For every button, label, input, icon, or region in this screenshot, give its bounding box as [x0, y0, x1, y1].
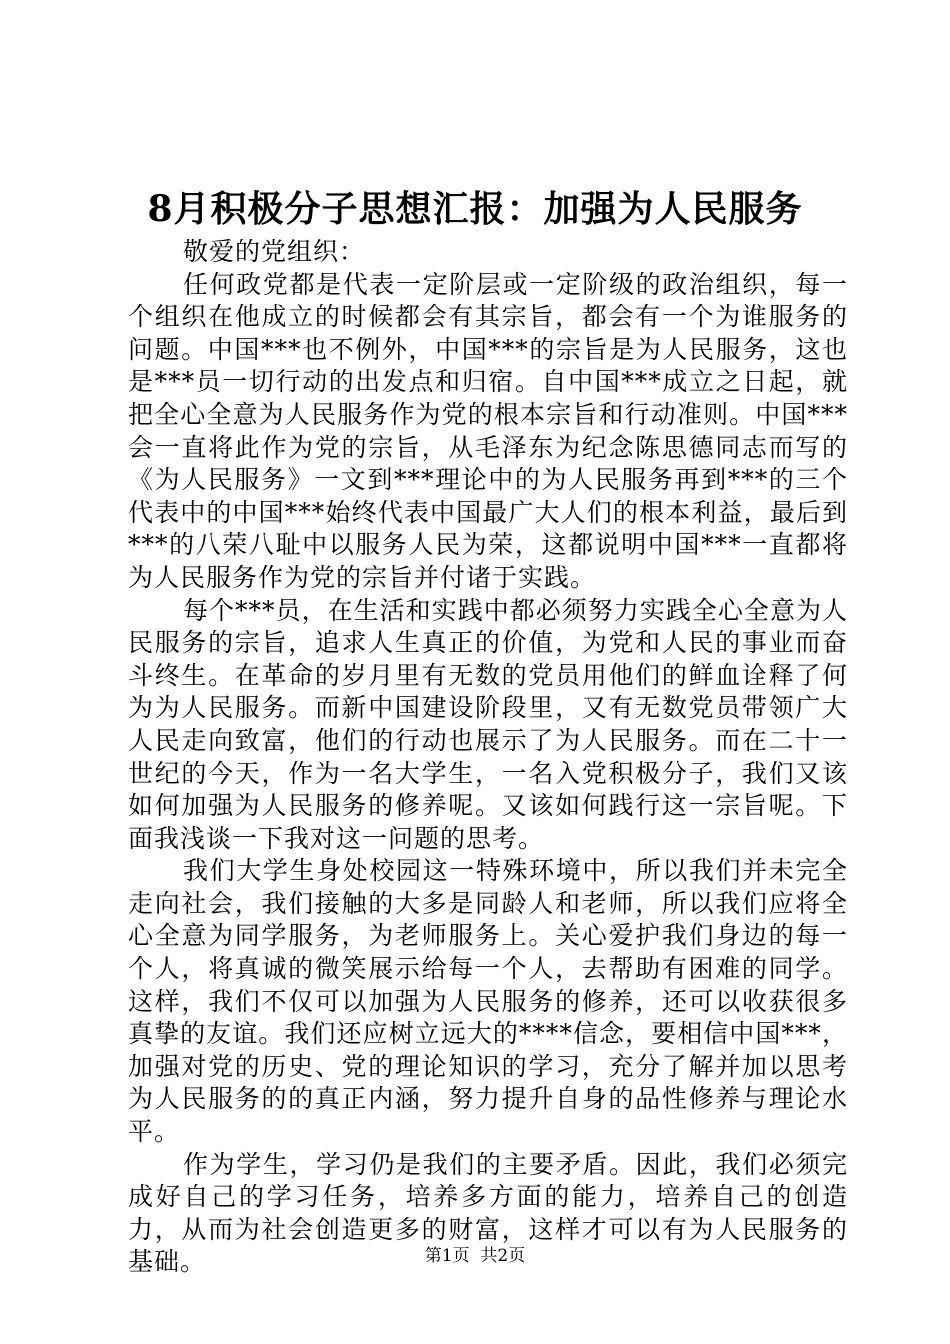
document-title: 8月积极分子思想汇报：加强为人民服务: [147, 188, 803, 230]
page-total: 共2页: [480, 1246, 526, 1266]
salutation: 敬爱的党组织：: [183, 237, 366, 266]
document-body: [128, 236, 848, 1279]
page-footer: [0, 1244, 950, 1268]
paragraph-4: 作为学生，学习仍是我们的主要矛盾。因此，我们必须完成好自己的学习任务，培养多方面的能力，培养自己的创造力，从而为社会创造更多的财富，这样才可以有为人民服务的基础。: [128, 1149, 848, 1277]
paragraph-2: 每个***员，在生活和实践中都必须努力实践全心全意为人民服务的宗旨，追求人生真正的价值，为党和人民的事业而奋斗终生。在革命的岁月里有无数的党员用他们的鲜血诠释了何为为人民服务。而新中国建设阶段里，又有无数党员带领广大人民走向致富，他们的行动也展示了为人民服务。而在二十一世纪的今天，作为一名大学生，一名入党积极分子，我们又该如何加强为人民服务的修养呢。又该如何践行这一宗旨呢。下面我浅谈一下我对这一问题的思考。: [128, 595, 848, 853]
page-number: 第1页: [424, 1246, 470, 1266]
paragraph-3: 我们大学生身处校园这一特殊环境中，所以我们并未完全走向社会，我们接触的大多是同龄人和老师，所以我们应将全心全意为同学服务，为老师服务上。关心爱护我们身边的每一个人，将真诚的微笑展示给每一个人，去帮助有困难的同学。这样，我们不仅可以加强为人民服务的修养，还可以收获很多真挚的友谊。我们还应树立远大的****信念，要相信中国***，加强对党的历史、党的理论知识的学习，充分了解并加以思考为人民服务的的真正内涵，努力提升自身的品性修养与理论水平。: [128, 856, 848, 1147]
paragraph-1: 任何政党都是代表一定阶层或一定阶级的政治组织，每一个组织在他成立的时候都会有其宗旨，都会有一个为谁服务的问题。中国***也不例外，中国***的宗旨是为人民服务，这也是***员一切行动的出发点和归宿。自中国***成立之日起，就把全心全意为人民服务作为党的根本宗旨和行动准则。中国***会一直将此作为党的宗旨，从毛泽东为纪念陈思德同志而写的《为人民服务》一文到***理论中的为人民服务再到***的三个代表中的中国***始终代表中国最广大人们的根本利益，最后到***的八荣八耻中以服务人民为荣，这都说明中国***一直都将为人民服务作为党的宗旨并付诸于实践。: [128, 269, 848, 592]
